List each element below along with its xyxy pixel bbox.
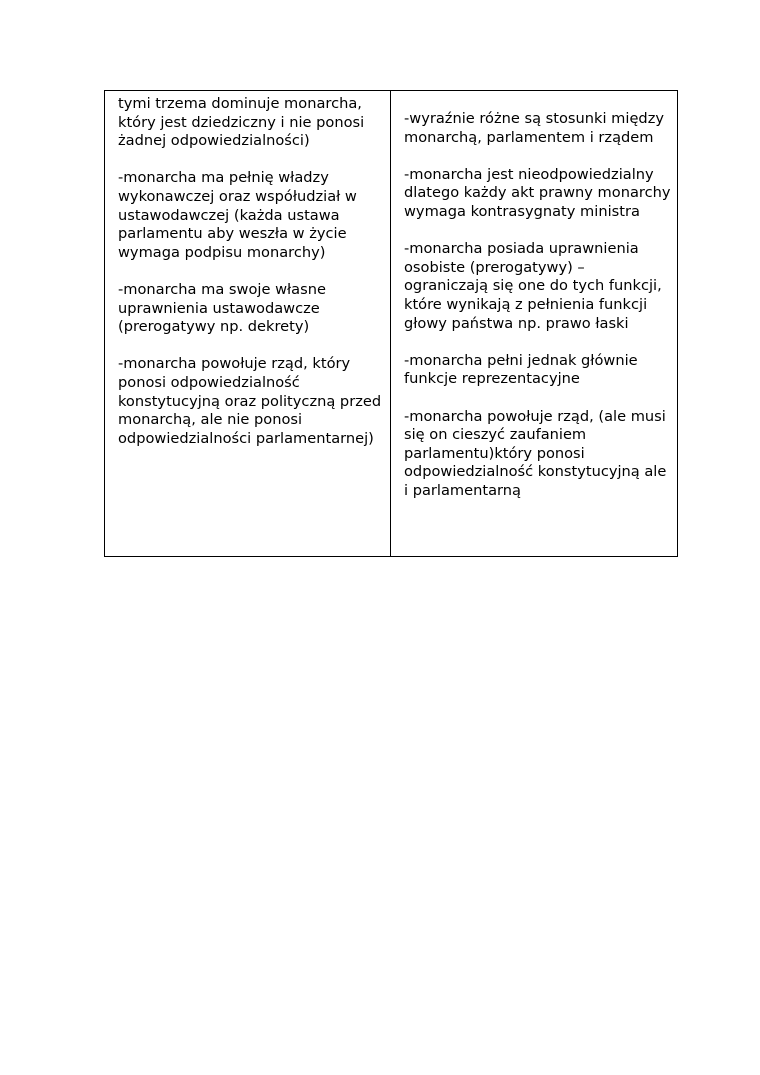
right-paragraph-2: -monarcha jest nieodpowiedzialny dlatego każdy akt prawny monarchy wymaga kontrasygnaty ministra (404, 165, 671, 220)
left-paragraph-2: -monarcha ma pełnię władzy wykonawczej oraz współudział w ustawodawczej (każda ustawa parlamentu aby weszła w życie wymaga podpisu monarchy) (118, 169, 357, 261)
right-paragraph-3: -monarcha posiada uprawnienia osobiste (prerogatywy) – ograniczają się one do tych funkcji, które wynikają z pełnienia funkcji głowy państwa np. prawo łaski (404, 240, 662, 332)
right-column-content (391, 91, 677, 500)
left-paragraph-3: -monarcha ma swoje własne uprawnienia ustawodawcze (prerogatywy np. dekrety) (118, 280, 326, 336)
left-paragraph-4: -monarcha powołuje rząd, który ponosi odpowiedzialność konstytucyjną oraz polityczną przed monarchą, ale nie ponosi odpowiedzialności parlamentarnej) (118, 355, 382, 447)
right-paragraph-1: -wyraźnie różne są stosunki między monarchą, parlamentem i rządem (404, 110, 664, 146)
left-column-cell (105, 91, 391, 557)
right-paragraph-5: -monarcha powołuje rząd, (ale musi się on cieszyć zaufaniem parlamentu)który ponosi odpowiedzialność konstytucyjną ale i parlamentarną (404, 407, 667, 499)
table-row (105, 91, 678, 557)
right-paragraph-4: -monarcha pełni jednak głównie funkcje reprezentacyjne (404, 351, 638, 388)
left-column-content (105, 91, 390, 448)
right-column-cell (391, 91, 678, 557)
left-paragraph-1: tymi trzema dominuje monarcha, który jest dziedziczny i nie ponosi żadnej odpowiedzialności) (118, 95, 365, 150)
comparison-table (104, 90, 678, 557)
